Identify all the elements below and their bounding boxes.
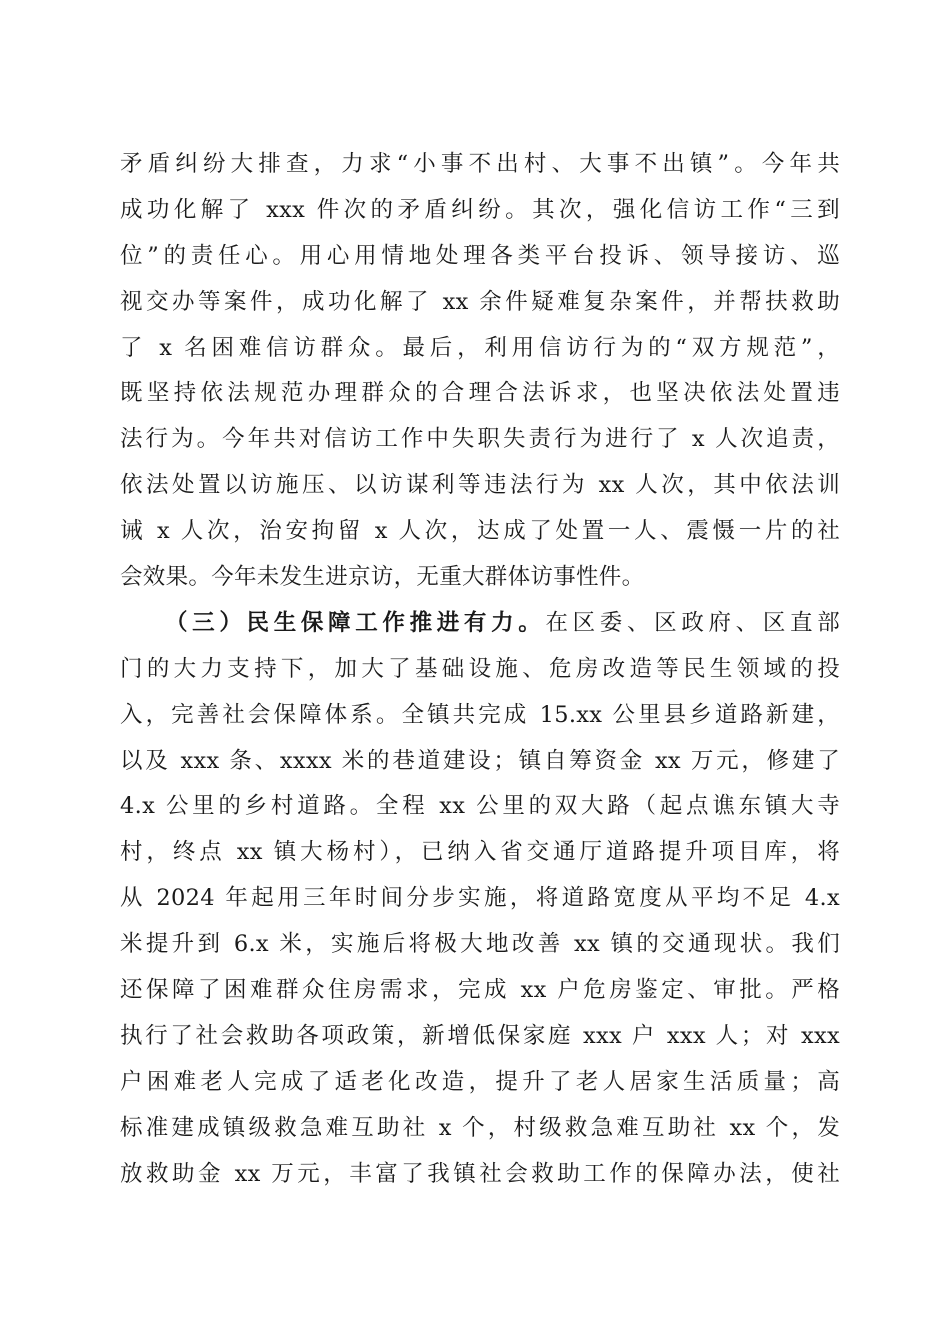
text-line: 视交办等案件，成功化解了 xx 余件疑难复杂案件，并帮扶救助 — [120, 288, 840, 315]
section-heading: （三）民生保障工作推进有力。 — [165, 609, 546, 636]
body-text — [120, 142, 840, 1197]
text-line: 会效果。今年未发生进京访，无重大群体访事性件。 — [120, 564, 645, 591]
text-line: 放救助金 xx 万元，丰富了我镇社会救助工作的保障办法，使社 — [120, 1160, 840, 1187]
text-line: 矛盾纠纷大排查，力求“小事不出村、大事不出镇”。今年共 — [120, 151, 840, 177]
text-line: 执行了社会救助各项政策，新增低保家庭 xxx 户 xxx 人；对 xxx — [120, 1022, 840, 1049]
text-line: 门的大力支持下，加大了基础设施、危房改造等民生领域的投 — [120, 655, 840, 682]
text-line: 了 x 名困难信访群众。最后，利用信访行为的“双方规范”， — [120, 334, 840, 361]
text-line-first — [120, 601, 840, 647]
text-line: 位”的责任心。用心用情地处理各类平台投诉、领导接访、巡 — [120, 242, 840, 269]
text-line: 既坚持依法规范办理群众的合理合法诉求，也坚决依法处置违 — [120, 380, 840, 407]
text-line: 依法处置以访施压、以访谋利等违法行为 xx 人次，其中依法训 — [120, 472, 840, 499]
text-line: 米提升到 6.x 米，实施后将极大地改善 xx 镇的交通现状。我们 — [120, 931, 840, 958]
text-line: 诫 x 人次，治安拘留 x 人次，达成了处置一人、震慑一片的社 — [120, 518, 840, 545]
text-line: 4.x 公里的乡村道路。全程 xx 公里的双大路（起点谯东镇大寺 — [120, 793, 840, 820]
text-line: 法行为。今年共对信访工作中失职失责行为进行了 x 人次追责， — [120, 426, 840, 453]
text-line: 户困难老人完成了适老化改造，提升了老人居家生活质量；高 — [120, 1068, 840, 1095]
text-line: 从 2024 年起用三年时间分步实施，将道路宽度从平均不足 4.x — [120, 885, 840, 912]
paragraph-petition-work — [120, 142, 840, 601]
paragraph-livelihood — [120, 601, 840, 1198]
text-fragment: 在区委、区政府、区直部 — [545, 609, 840, 636]
text-line: 以及 xxx 条、xxxx 米的巷道建设；镇自筹资金 xx 万元，修建了 — [120, 747, 840, 774]
text-line: 村，终点 xx 镇大杨村），已纳入省交通厅道路提升项目库，将 — [120, 839, 840, 866]
text-line: 还保障了困难群众住房需求，完成 xx 户危房鉴定、审批。严格 — [120, 977, 840, 1004]
text-line: 成功化解了 xxx 件次的矛盾纠纷。其次，强化信访工作“三到 — [120, 196, 840, 223]
text-line: 入，完善社会保障体系。全镇共完成 15.xx 公里县乡道路新建， — [120, 701, 840, 728]
text-line: 标准建成镇级救急难互助社 x 个，村级救急难互助社 xx 个，发 — [120, 1114, 840, 1141]
